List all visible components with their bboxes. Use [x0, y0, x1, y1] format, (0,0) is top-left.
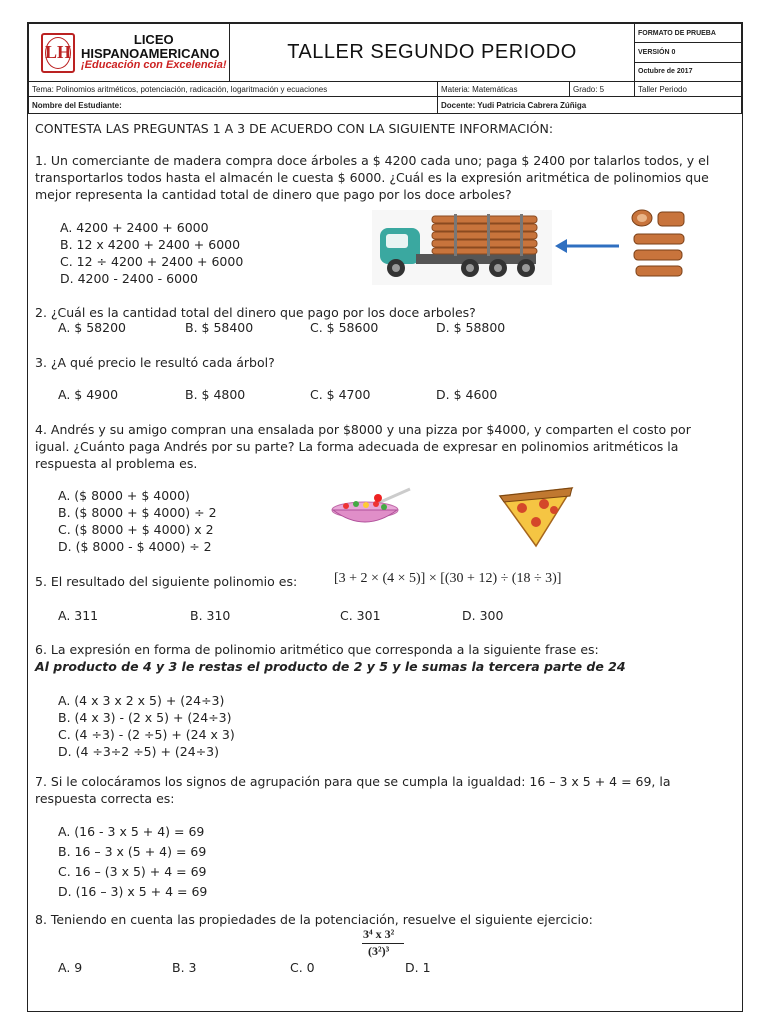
header-table	[28, 23, 742, 114]
logo-cell	[29, 24, 230, 82]
truck-icon	[372, 210, 552, 285]
q3-text: 3. ¿A qué precio le resultó cada árbol?	[35, 355, 275, 370]
salad-bowl-icon	[330, 486, 412, 528]
date-label: Octubre de 2017	[635, 62, 742, 81]
q8-denominator: (3²)³	[368, 944, 390, 958]
q1-option-d[interactable]: D. 4200 - 2400 - 6000	[60, 271, 198, 286]
q4-option-c[interactable]: C. ($ 8000 + $ 4000) x 2	[58, 522, 214, 537]
version-label: VERSIÓN 0	[635, 43, 742, 62]
materia-cell: Materia: Matemáticas	[438, 82, 570, 97]
docente-cell: Docente: Yudi Patricia Cabrera Zúñiga	[438, 97, 742, 114]
q2-option-b[interactable]: B. $ 58400	[185, 320, 254, 335]
q2-option-c[interactable]: C. $ 58600	[310, 320, 379, 335]
q8-option-b[interactable]: B. 3	[172, 960, 197, 975]
q4-option-b[interactable]: B. ($ 8000 + $ 4000) ÷ 2	[58, 505, 217, 520]
instruction: CONTESTA LAS PREGUNTAS 1 A 3 DE ACUERDO CON LA SIGUIENTE INFORMACIÓN:	[35, 121, 554, 136]
q5-option-b[interactable]: B. 310	[190, 608, 231, 623]
q2-text: 2. ¿Cuál es la cantidad total del dinero que pago por los doce arboles?	[35, 305, 476, 320]
q1-line2: transportarlos todos hasta el almacén le cuesta $ 6000. ¿Cuál es la expresión aritmética de polinomios que	[35, 170, 709, 185]
student-name-field[interactable]: Nombre del Estudiante:	[29, 97, 438, 114]
logs-icon	[628, 208, 690, 282]
q3-option-a[interactable]: A. $ 4900	[58, 387, 119, 402]
q5-expression: [3 + 2 × (4 × 5)] × [(30 + 12) ÷ (18 ÷ 3)]	[334, 571, 562, 586]
grado-cell: Grado: 5	[570, 82, 635, 97]
logo-line1: LICEO	[133, 32, 174, 48]
q4-line3: respuesta al problema es.	[35, 456, 198, 471]
logo-slogan: ¡Educación con Excelencia!	[81, 59, 227, 72]
tema-cell: Tema: Polinomios aritméticos, potenciación, radicación, logaritmación y ecuaciones	[29, 82, 438, 97]
q5-text: 5. El resultado del siguiente polinomio es:	[35, 574, 298, 589]
q4-line2: igual. ¿Cuánto paga Andrés por su parte? La forma adecuada de expresar en polinomios aritméticos la	[35, 439, 679, 454]
q8-option-d[interactable]: D. 1	[405, 960, 431, 975]
q4-line1: 4. Andrés y su amigo compran una ensalada por $8000 y una pizza por $4000, y comparten el costo por	[35, 422, 691, 437]
q6-option-c[interactable]: C. (4 ÷3) - (2 ÷5) + (24 x 3)	[58, 727, 235, 742]
pizza-slice-icon	[496, 486, 578, 548]
q7-line1: 7. Si le colocáramos los signos de agrupación para que se cumpla la igualdad: 16 – 3 x 5 + 4 = 69, la	[35, 774, 671, 789]
q4-option-d[interactable]: D. ($ 8000 - $ 4000) ÷ 2	[58, 539, 212, 554]
q1-option-b[interactable]: B. 12 x 4200 + 2400 + 6000	[60, 237, 241, 252]
q6-option-a[interactable]: A. (4 x 3 x 2 x 5) + (24÷3)	[58, 693, 225, 708]
taller-cell: Taller Periodo	[635, 82, 742, 97]
q6-option-d[interactable]: D. (4 ÷3÷2 ÷5) + (24÷3)	[58, 744, 220, 759]
q6-phrase: Al producto de 4 y 3 le restas el producto de 2 y 5 y le sumas la tercera parte de 24	[35, 659, 626, 674]
logo-line2: HISPANOAMERICANO	[81, 45, 220, 61]
q7-option-a[interactable]: A. (16 - 3 x 5 + 4) = 69	[58, 824, 205, 839]
q1-line1: 1. Un comerciante de madera compra doce árboles a $ 4200 cada uno; paga $ 2400 por talarlos todos, y el	[35, 153, 710, 168]
q3-option-d[interactable]: D. $ 4600	[436, 387, 498, 402]
q1-option-c[interactable]: C. 12 ÷ 4200 + 2400 + 6000	[60, 254, 244, 269]
arrow-left-icon	[555, 238, 621, 254]
page-title: TALLER SEGUNDO PERIODO	[230, 24, 635, 82]
q3-option-b[interactable]: B. $ 4800	[185, 387, 246, 402]
q2-option-d[interactable]: D. $ 58800	[436, 320, 506, 335]
formato-label: FORMATO DE PRUEBA	[635, 24, 742, 43]
q6-text: 6. La expresión en forma de polinomio aritmético que corresponda a la siguiente frase es:	[35, 642, 599, 657]
q2-option-a[interactable]: A. $ 58200	[58, 320, 126, 335]
q7-option-c[interactable]: C. 16 – (3 x 5) + 4 = 69	[58, 864, 207, 879]
q8-option-a[interactable]: A. 9	[58, 960, 83, 975]
q7-option-b[interactable]: B. 16 – 3 x (5 + 4) = 69	[58, 844, 207, 859]
q5-option-c[interactable]: C. 301	[340, 608, 381, 623]
q6-option-b[interactable]: B. (4 x 3) - (2 x 5) + (24÷3)	[58, 710, 232, 725]
q1-line3: mejor representa la cantidad total de dinero que pago por los doce arboles?	[35, 187, 512, 202]
q8-text: 8. Teniendo en cuenta las propiedades de la potenciación, resuelve el siguiente ejercicio:	[35, 912, 593, 927]
q8-numerator: 3⁴ x 3²	[363, 927, 395, 941]
q7-line2: respuesta correcta es:	[35, 791, 175, 806]
q8-option-c[interactable]: C. 0	[290, 960, 315, 975]
q7-option-d[interactable]: D. (16 – 3) x 5 + 4 = 69	[58, 884, 208, 899]
q1-option-a[interactable]: A. 4200 + 2400 + 6000	[60, 220, 209, 235]
q5-option-d[interactable]: D. 300	[462, 608, 504, 623]
school-logo-icon: LH	[41, 33, 75, 73]
q4-option-a[interactable]: A. ($ 8000 + $ 4000)	[58, 488, 190, 503]
q5-option-a[interactable]: A. 311	[58, 608, 99, 623]
q3-option-c[interactable]: C. $ 4700	[310, 387, 371, 402]
